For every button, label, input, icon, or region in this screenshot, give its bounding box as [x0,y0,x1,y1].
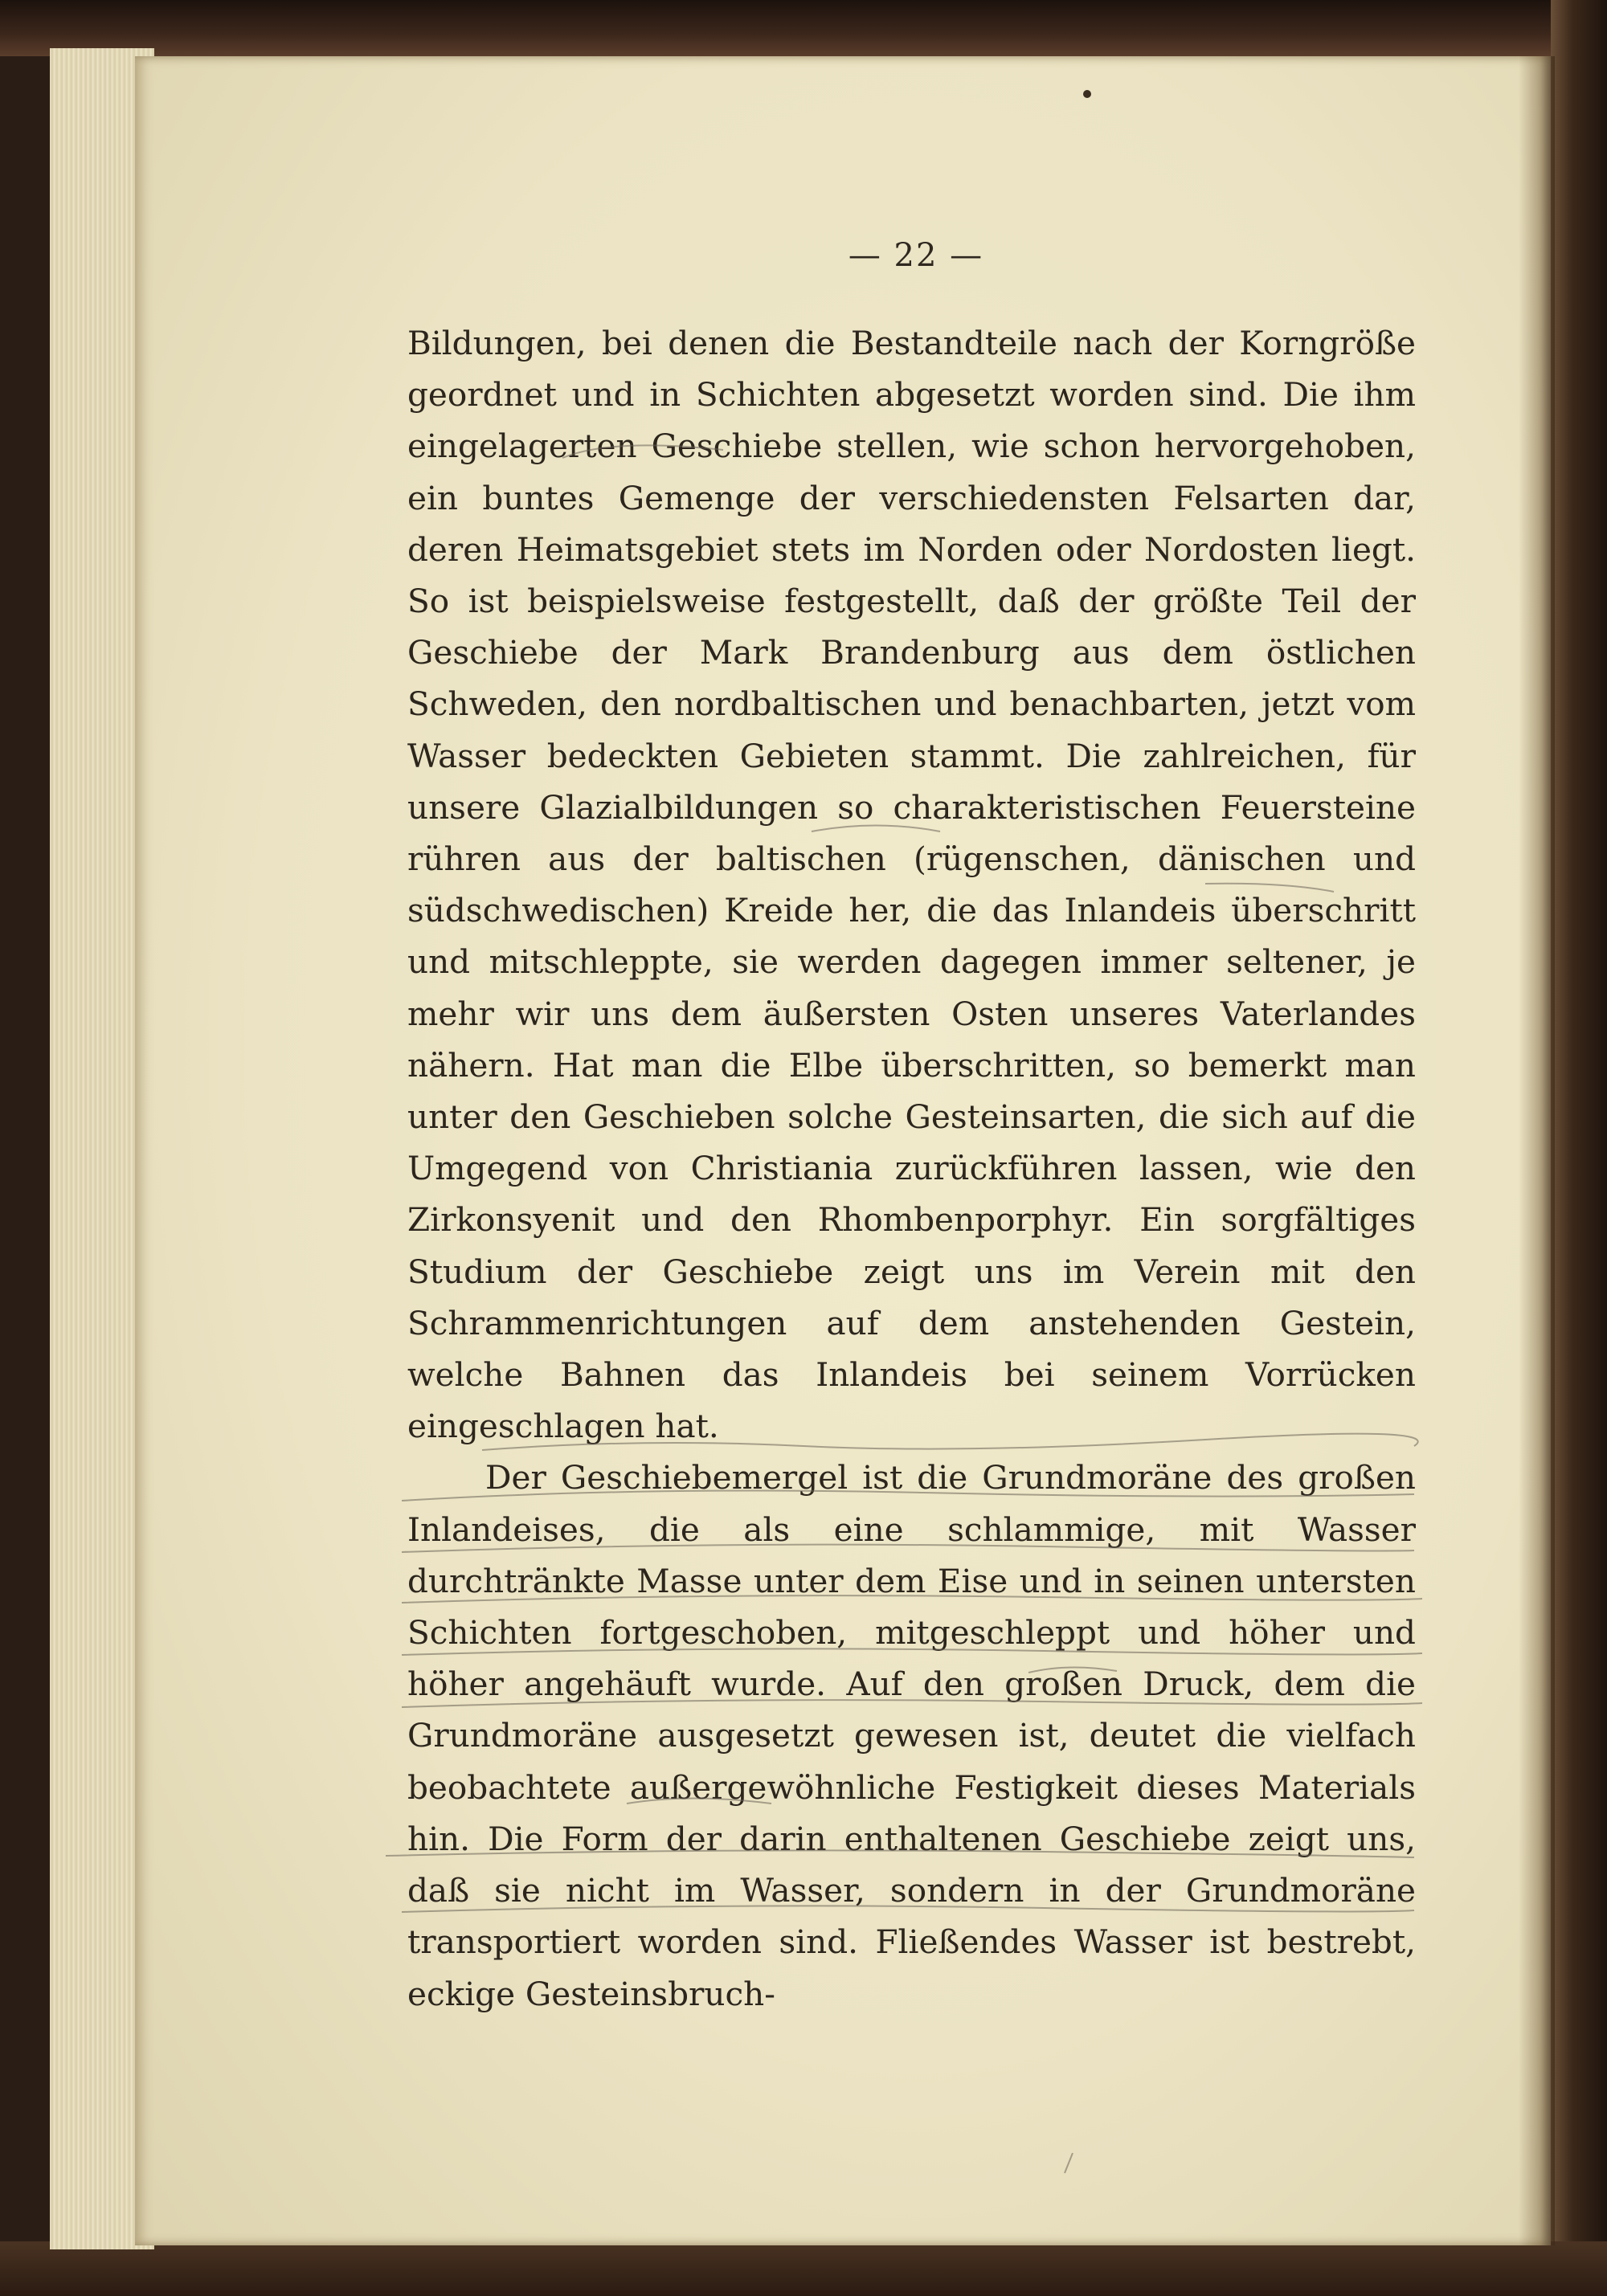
pencil-mark [386,1850,1414,1857]
pencil-mark [402,1491,1414,1501]
paragraph-2: Der Geschiebemergel ist die Grundmoräne des großen Inlandeises, die als eine schlammige, mit Wasser durchtränkte Masse unter dem Eise und in seinen untersten Schichten fortgeschoben, mitgeschleppt und höher und höher angehäuft wurde. Auf den großen Druck, dem die Grundmoräne ausgesetzt gewesen ist, deutet die vielfach beobachtete außergewöhnliche Festigkeit dieses Materials hin. Die Form der darin enthaltenen Geschiebe zeigt uns, daß sie nicht im Wasser, sondern in der Grundmoräne transportiert worden sind. Fließendes Wasser ist bestrebt, eckige Gesteinsbruch- [407,1458,1416,2013]
pencil-mark [562,445,723,458]
pencil-mark [402,1545,1414,1552]
pencil-mark [627,1799,771,1804]
pencil-mark [1028,1667,1117,1673]
pencil-mark [402,1648,1422,1655]
pencil-mark [402,1700,1422,1707]
pencil-mark [812,826,940,832]
pencil-mark [482,1434,1418,1450]
pencil-mark [1205,884,1334,892]
pencil-mark [402,1906,1414,1912]
pencil-mark [1065,2153,1073,2173]
paragraph-1: Bildungen, bei denen die Bestandteile nach der Korngröße geordnet und in Schichten abgesetzt worden sind. Die ihm eingelagerten Geschiebe stellen, wie schon hervorgehoben, ein buntes Gemenge der verschiedensten Felsarten dar, deren Heimatsgebiet stets im Norden oder Nordosten liegt. So ist beispielsweise festgestellt, daß der größte Teil der Geschiebe der Mark Brandenburg aus dem östlichen Schweden, den nordbaltischen und benachbarten, jetzt vom Wasser bedeckten Gebieten stammt. Die zahlreichen, für unsere Glazialbildungen so charakteristischen Feuersteine rühren aus der baltischen (rügenschen, dänischen und südschwedischen) Kreide her, die das Inlandeis überschritt und mitschleppte, sie werden dagegen immer seltener, je mehr wir uns dem äußersten Osten unseres Vaterlandes nähern. Hat man die Elbe überschritten, so bemerkt man unter den Geschieben solche Gesteinsarten, die sich auf die Umgegend von Christiania zurückführen lassen, wie den Zirkonsyenit und den Rhombenporphyr. Ein sorgfältiges Studium der Geschiebe zeigt uns im Verein mit den Schrammenrichtungen auf dem anstehenden Gestein, welche Bahnen das Inlandeis bei seinem Vorrücken eingeschlagen hat. [407,324,1416,1446]
pencil-mark [402,1595,1422,1603]
page-number: — 22 — [848,237,984,274]
